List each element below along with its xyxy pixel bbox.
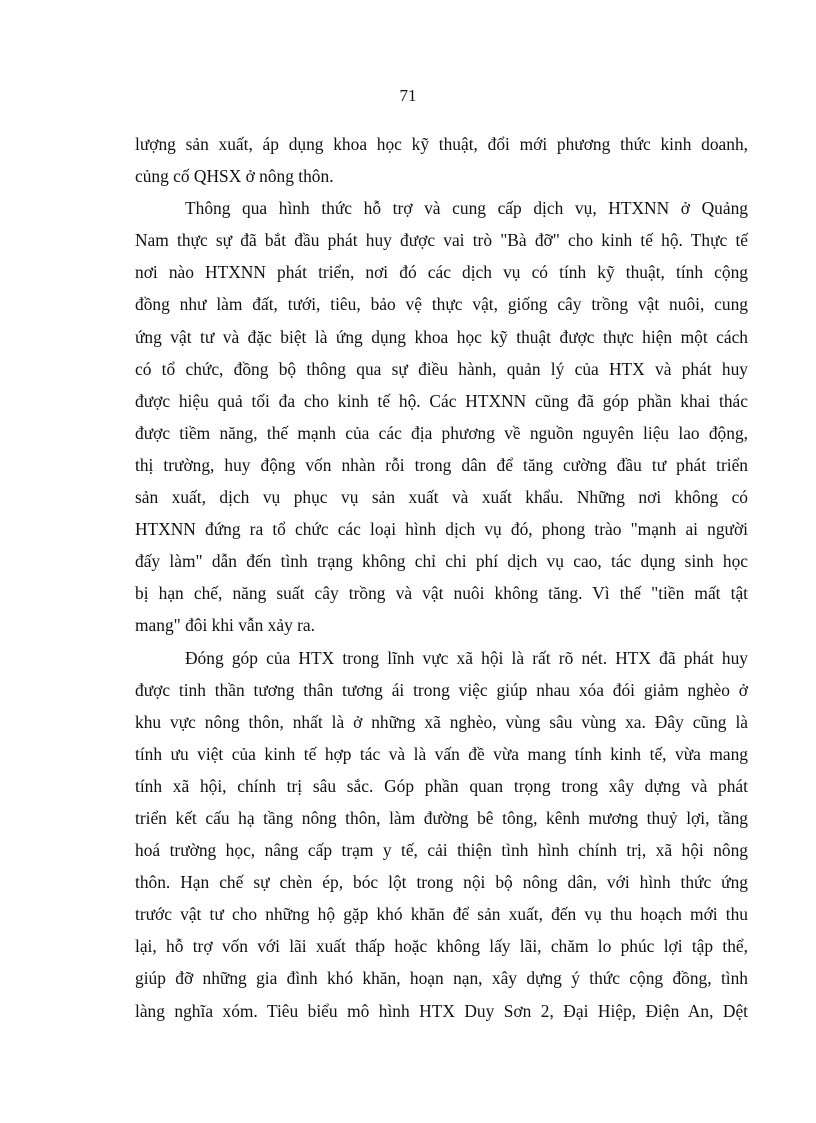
text-line: HTXNN đứng ra tổ chức các loại hình dịch vụ đó, phong trào "mạnh ai người (135, 519, 748, 540)
text-line: tính xã hội, chính trị sâu sắc. Góp phần quan trọng trong xây dựng và phát (135, 775, 748, 796)
text-line: lại, hỗ trợ vốn với lãi xuất thấp hoặc không lấy lãi, chăm lo phúc lợi tập thể, (135, 936, 748, 957)
body-text (135, 128, 748, 1027)
text-line: đồng như làm đất, tưới, tiêu, bảo vệ thực vật, giống cây trồng vật nuôi, cung (135, 294, 748, 315)
text-line: Thông qua hình thức hỗ trợ và cung cấp dịch vụ, HTXNN ở Quảng (185, 198, 748, 219)
text-line: khu vực nông thôn, nhất là ở những xã nghèo, vùng sâu vùng xa. Đây cũng là (135, 711, 748, 732)
text-line: làng nghĩa xóm. Tiêu biểu mô hình HTX Duy Sơn 2, Đại Hiệp, Điện An, Dệt (135, 1000, 748, 1021)
text-line: có tổ chức, đồng bộ thông qua sự điều hành, quản lý của HTX và phát huy (135, 358, 748, 379)
text-line: hoá trường học, nâng cấp trạm y tế, cải thiện tình hình chính trị, xã hội nông (135, 840, 748, 861)
paragraph-3 (135, 642, 748, 1027)
text-line: Đóng góp của HTX trong lĩnh vực xã hội là rất rõ nét. HTX đã phát huy (185, 647, 748, 668)
text-line: triển kết cấu hạ tầng nông thôn, làm đường bê tông, kênh mương thuỷ lợi, tầng (135, 807, 748, 828)
text-line: thị trường, huy động vốn nhàn rỗi trong dân để tăng cường đầu tư phát triển (135, 454, 748, 475)
text-line: lượng sản xuất, áp dụng khoa học kỹ thuật, đổi mới phương thức kinh doanh, (135, 134, 748, 154)
page-number: 71 (399, 86, 417, 105)
text-line: được tiềm năng, thế mạnh của các địa phương về nguồn nguyên liệu lao động, (135, 422, 748, 443)
text-line: thôn. Hạn chế sự chèn ép, bóc lột trong nội bộ nông dân, với hình thức ứng (135, 872, 748, 893)
paragraph-2 (135, 192, 748, 641)
text-line: được tinh thần tương thân tương ái trong việc giúp nhau xóa đói giảm nghèo ở (135, 679, 748, 700)
text-line: tính ưu việt của kinh tế hợp tác và là vấn đề vừa mang tính kinh tế, vừa mang (135, 743, 748, 764)
text-line: bị hạn chế, năng suất cây trồng và vật nuôi không tăng. Vì thế "tiền mất tật (135, 583, 748, 604)
text-line: ứng vật tư và đặc biệt là ứng dụng khoa học kỹ thuật được thực hiện một cách (135, 326, 748, 347)
text-line: nơi nào HTXNN phát triển, nơi đó các dịch vụ có tính kỹ thuật, tính cộng (135, 262, 748, 283)
paragraph-1 (135, 128, 748, 192)
text-line: củng cố QHSX ở nông thôn. (135, 166, 334, 187)
text-line: Nam thực sự đã bắt đầu phát huy được vai trò "Bà đỡ" cho kinh tế hộ. Thực tế (135, 230, 748, 251)
text-line: được hiệu quả tối đa cho kinh tế hộ. Các HTXNN cũng đã góp phần khai thác (135, 390, 748, 411)
text-line: trước vật tư cho những hộ gặp khó khăn để sản xuất, đến vụ thu hoạch mới thu (135, 904, 748, 925)
text-line: sản xuất, dịch vụ phục vụ sản xuất và xuất khẩu. Những nơi không có (135, 487, 748, 508)
text-line: giúp đỡ những gia đình khó khăn, hoạn nạn, xây dựng ý thức cộng đồng, tình (135, 968, 748, 989)
text-line: mang" đôi khi vẫn xảy ra. (135, 615, 315, 636)
text-line: đấy làm" dẫn đến tình trạng không chỉ chi phí dịch vụ cao, tác dụng sinh học (135, 551, 748, 572)
